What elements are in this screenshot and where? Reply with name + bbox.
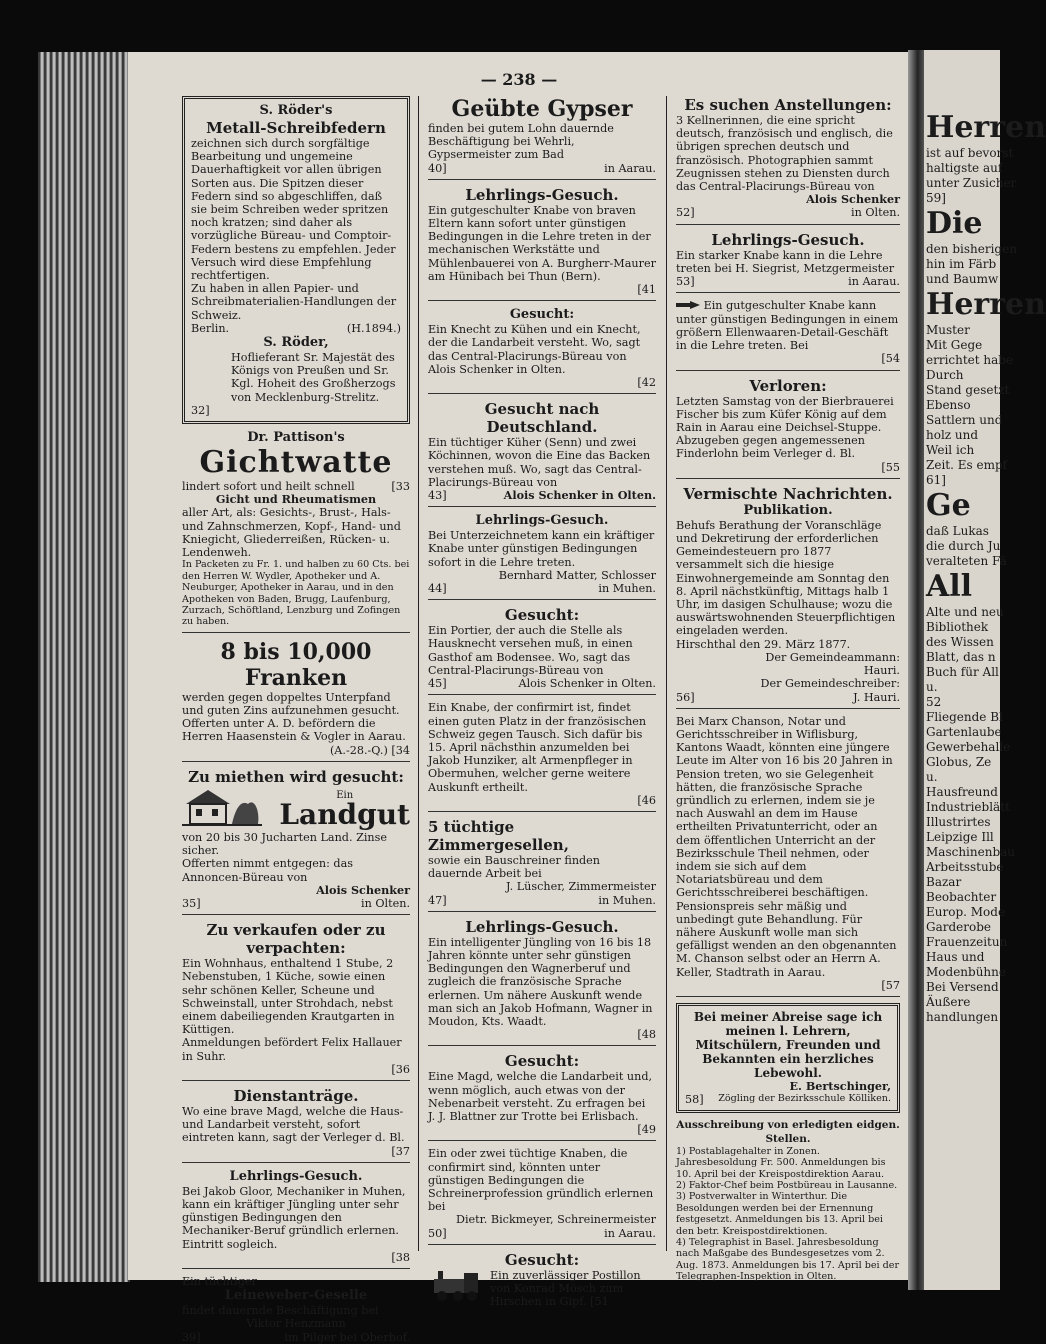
facing-page-line: 59] — [926, 191, 946, 205]
facing-page-line: haltigste auf — [926, 161, 1003, 175]
ad-signature: Hauri. — [863, 664, 900, 678]
ad-signature: J. Lüscher, Zimmermeister — [506, 880, 656, 894]
ad-ausschreibung — [676, 1119, 900, 1282]
facing-page-line: Alte und neu — [926, 605, 1004, 619]
ad-title: Geübte Gypser — [451, 96, 633, 122]
facing-page-line: Buch für All — [926, 665, 999, 679]
ad-magd — [428, 1052, 656, 1141]
facing-page-line: des Wissen — [926, 635, 994, 649]
facing-page-line: Beobachter — [926, 890, 997, 904]
facing-page-line: Muster — [926, 323, 970, 337]
ad-place: in Aarau. — [604, 1226, 656, 1240]
facing-page-line: Bibliothek — [926, 620, 989, 634]
ad-title: 8 bis 10,000 Franken — [220, 638, 372, 691]
ad-brand: Dr. Pattison's — [247, 430, 345, 446]
ad-text: Ein gutgeschulter Knabe kann unter günstigen Bedingungen in einem größern Ellenwaaren-Detail-Geschäft in die Lehre treten. Bei — [676, 299, 899, 353]
ad-text: Ein Knecht zu Kühen und ein Knecht, der die Landarbeit versteht. Wo, sagt das Central-Placirungs-Büreau von Alois Schenker in Olten. — [428, 323, 641, 376]
ad-number: [42 — [637, 376, 656, 390]
ad-signature: Bernhard Matter, Schlosser — [498, 568, 656, 582]
facing-page-line: Durch — [926, 368, 964, 382]
facing-page-line: All — [926, 569, 973, 604]
ad-lehrling-hofmann — [428, 918, 656, 1047]
facing-page-text — [924, 50, 1046, 1025]
ad-lehrling-siegrist — [676, 231, 900, 294]
facing-page-line: Maschinenbau — [926, 845, 1016, 859]
ad-text: In Packeten zu Fr. 1. und halben zu 60 Cts. bei den Herren W. Wydler, Apotheker und A. Neuburger, Apotheker in Aarau, und in den Apotheken von Baden, Brugg, Laufenburg, Zurzach, Schöftland, Lenzburg und Zofingen zu haben. — [182, 559, 410, 628]
ad-signature: Alois Schenker — [316, 882, 410, 897]
ad-title: Dienstanträge. — [233, 1086, 359, 1105]
ad-text: Eine Magd, welche die Landarbeit und, wenn möglich, auch etwas von der Nebenarbeit versteht. Zu erfragen bei J. J. Blattner zur Trotte bei Erlisbach. — [428, 1070, 653, 1123]
ad-text: Bei Unterzeichnetem kann ein kräftiger Knabe unter günstigen Bedingungen sofort in die Lehre treten. — [428, 529, 655, 569]
ad-text: Hoflieferant Sr. Majestät des Königs von Preußen und Sr. Kgl. Hoheit des Großherzogs von Mecklenburg-Strelitz. — [231, 351, 396, 404]
ad-text: Behufs Berathung der Voranschläge und Dekretirung der erforderlichen Gemeindesteuern pro 1877 versammelt sich die hiesige Einwohnergemeinde am Sonntag den 8. April nächstkünftig, Mittags halb 1 Uhr, im dasigen Schulhause; wozu die auswärtswohnenden Steuerpflichtigen eingeladen werden. — [676, 518, 896, 638]
ad-role: Zögling der Bezirksschule Kölliken. — [718, 1093, 891, 1105]
ad-place: in Aarau. — [604, 161, 656, 175]
pointing-hand-icon — [676, 300, 700, 313]
list-item: 3) Postverwalter in Winterthur. Die Besoldungen werden bei der Ernennung festgesetzt. Anmeldungen bis 13. April bei den betr. Kreispostdirektionen. — [676, 1191, 884, 1237]
ad-text: aller Art, als: Gesichts-, Brust-, Hals- und Zahnschmerzen, Kopf-, Hand- und Kniegicht, Gliederreißen, Rücken- u. Lendenweh. — [182, 506, 401, 560]
ad-title: Lehrlings-Gesuch. — [465, 917, 619, 936]
ad-signature: Alois Schenker in Olten. — [503, 488, 656, 503]
facing-page-line: Gartenlaube — [926, 725, 1002, 739]
ad-title: Es suchen Anstellungen: — [684, 96, 892, 114]
locomotive-icon — [428, 1269, 484, 1306]
ad-anstellung — [676, 96, 900, 225]
ad-landgut — [182, 768, 410, 915]
ad-deutschland — [428, 400, 656, 507]
facing-page-line: 52 — [926, 695, 942, 709]
facing-page-line: errichtet habe — [926, 353, 1014, 367]
ad-number: 53] — [676, 275, 695, 289]
facing-page-line: ist auf bevorst — [926, 146, 1014, 160]
section-title: Vermischte Nachrichten. — [683, 484, 893, 503]
ad-number: [33 — [391, 480, 410, 494]
ad-pattison — [182, 430, 410, 633]
facing-page-line: Äußere — [926, 995, 971, 1009]
ad-title: Ausschreibung von erledigten eidgen. Stellen. — [676, 1119, 900, 1145]
ad-knecht — [428, 307, 656, 394]
ad-product: Gichtwatte — [199, 445, 393, 481]
ad-number: 58] — [685, 1093, 704, 1107]
ad-number: [38 — [391, 1250, 410, 1264]
ad-title: Leineweber-Geselle — [224, 1288, 368, 1304]
ad-product: Metall-Schreibfedern — [206, 119, 386, 137]
ad-signature: S. Röder, — [263, 335, 329, 351]
ad-title: Gesucht nach Deutschland. — [484, 400, 600, 437]
facing-page-line: Frauenzeitun — [926, 935, 1008, 949]
facing-page-line: Weil ich — [926, 443, 975, 457]
ad-text: finden bei gutem Lohn dauernde Beschäftigung bei Wehrli, Gypsermeister zum Bad — [428, 122, 614, 162]
facing-page-line: den bisherigen — [926, 242, 1017, 256]
ad-schreiner — [428, 1147, 656, 1244]
column-rule — [666, 96, 667, 1251]
facing-page-line: Mit Gege — [926, 338, 983, 352]
ad-text: Offerten nimmt entgegen: das Annoncen-Büreau von — [182, 857, 354, 884]
ad-lehrling-gloor — [182, 1169, 410, 1269]
facing-page-line: 61] — [926, 473, 946, 487]
ad-code: (A.-28.-Q.) — [329, 743, 388, 757]
ad-text: Ein — [336, 789, 354, 801]
list-item: 2) Faktor-Chef beim Postbüreau in Lausanne. — [676, 1180, 898, 1191]
ad-code: (H.1894.) — [346, 321, 401, 335]
facing-page-line: Modenbühne — [926, 965, 1006, 979]
ad-signature: Alois Schenker — [806, 192, 900, 207]
ad-chanson — [676, 715, 900, 997]
ad-number: 35] — [182, 896, 201, 910]
facing-page-line: Herren — [926, 110, 1046, 145]
column-2 — [428, 96, 656, 1308]
ad-number: [37 — [391, 1144, 410, 1158]
ad-role: Der Gemeindeschreiber: — [760, 677, 900, 691]
list-item: 1) Postablagehalter in Zonen. Jahresbesoldung Fr. 500. Anmeldungen bis 10. April bei der Kreispostdirektion Aarau. — [676, 1145, 886, 1180]
ad-text: Bei Jakob Gloor, Mechaniker in Muhen, kann ein kräftiger Jüngling unter sehr günstigen Bedingungen den Mechaniker-Beruf gründlich erlernen. Eintritt sogleich. — [182, 1184, 406, 1251]
facing-page-line: holz und — [926, 428, 979, 442]
facing-page-line: unter Zusicher — [926, 176, 1017, 190]
ad-number: [46 — [637, 793, 656, 807]
ad-weber — [182, 1275, 410, 1344]
facing-page-line: veralteten Fä — [926, 554, 1007, 568]
facing-page-line: Garderobe — [926, 920, 992, 934]
facing-page-line: handlungen — [926, 1010, 999, 1024]
facing-page-line: Illustrirtes — [926, 815, 991, 829]
ad-title: Zu verkaufen oder zu verpachten: — [206, 921, 386, 958]
ad-place: im Pilger bei Oberhof. — [284, 1330, 410, 1344]
ad-signature: J. Hauri. — [853, 690, 900, 704]
ad-product: Landgut — [279, 797, 410, 831]
ad-text: sowie ein Bauschreiner finden dauernde Arbeit bei — [428, 853, 601, 881]
ad-title: Gesucht: — [504, 606, 580, 625]
facing-page-line: Industrieblätt — [926, 800, 1010, 814]
ad-gypser — [428, 96, 656, 180]
ad-city: Berlin. — [191, 321, 230, 335]
column-rule — [418, 96, 419, 1251]
ad-number: [48 — [637, 1028, 656, 1042]
ad-text: Zu haben in allen Papier- und Schreibmaterialien-Handlungen der Schweiz. — [191, 282, 397, 322]
ad-number: [51 — [590, 1295, 609, 1309]
facing-page-line: Sattlern und — [926, 413, 1003, 427]
book-page-edges — [38, 52, 130, 1282]
ad-portier — [428, 606, 656, 695]
facing-page-line: Arbeitsstube — [926, 860, 1004, 874]
ad-signature: Dietr. Bickmeyer, Schreinermeister — [455, 1213, 656, 1227]
column-3 — [676, 96, 900, 1283]
facing-page-line: Hausfreund — [926, 785, 998, 799]
facing-page-line: Ge — [926, 488, 971, 523]
facing-page-line: u. — [926, 680, 938, 694]
ad-text: Ein tüchtiger — [182, 1275, 257, 1289]
ad-text: 3 Kellnerinnen, die eine spricht deutsch, französisch und englisch, die übrigen sprechen deutsch und französisch. Photographien sammt Zeugnissen stehen zu Diensten durch das Central-Placirungs-Büreau von — [676, 114, 893, 194]
ad-subtitle: Gicht und Rheumatismen — [215, 492, 377, 507]
facing-page-line: Fliegende Bl — [926, 710, 1003, 724]
ad-signature: E. Bertschinger, — [789, 1078, 891, 1093]
ad-text: von 20 bis 30 Jucharten Land. Zinse sicher. — [182, 830, 387, 858]
facing-page-line: Globus, Ze — [926, 755, 992, 769]
newspaper-page — [128, 52, 910, 1344]
ad-text: Ein Portier, der auch die Stelle als Hausknecht versehen muß, in einen Gasthof am Bodensee. Wo, sagt das Central-Placirungs-Büreau von — [428, 624, 633, 677]
ad-title: Zu miethen wird gesucht: — [188, 767, 404, 786]
ad-text: Ein Wohnhaus, enthaltend 1 Stube, 2 Nebenstuben, 1 Küche, sowie einen sehr schönen Keller, Scheune und Schweinstall, unter Strohdach, nebst einem dabeiliegenden Krautgarten in Küttigen. — [182, 957, 395, 1037]
book-binding — [908, 50, 924, 1290]
ad-number: 56] — [676, 690, 695, 704]
column-1 — [182, 96, 410, 1344]
ad-place: in Olten. — [361, 896, 410, 910]
ad-title: Lehrlings-Gesuch. — [465, 185, 619, 204]
ad-text: Bei Marx Chanson, Notar und Gerichtsschreiber in Wiflisburg, Kantons Waadt, könnten eine jüngere Leute im Alter von 16 bis 20 Jahren in Pension treten, wo sie Gelegenheit hätten, die französische Sprache gründlich zu erlernen, indem sie je nach Auswahl an dem im Hause ertheilten Privatunterricht, oder an dem öffentlichen Unterricht an der Bezirksschule Theil nehmen, oder indem sie sich auf dem Notariatsbüreau und dem Gerichtsschreiberei beschäftigen. Pensionspreis sehr mäßig und unbedingt gute Behandlung. Für nähere Auskunft wolle man sich gefälligst wenden an den obgenannten M. Chanson selbst oder an Herrn A. Keller, Stadtrath in Aarau. — [676, 714, 897, 979]
ad-number: [36 — [391, 1062, 410, 1076]
facing-page-line: Bei Versend — [926, 980, 999, 994]
ad-text: zeichnen sich durch sorgfältige Bearbeitung und ungemeine Dauerhaftigkeit vor allen übrigen Sorten aus. Die Spitzen dieser Federn sind so abgeschliffen, daß sie beim Schreiben weder spritzen noch kratzen; sind daher als vorzügliche Büreau- und Comptoir-Federn bestens zu empfehlen. Jeder Versuch wird diese Empfehlung rechtfertigen. — [191, 137, 396, 283]
ad-text: Ein zuverlässiger Postillon von Konrad Mösch zum Hirschen in Gipf. — [490, 1268, 641, 1309]
ad-signature: Alois Schenker in Olten. — [518, 677, 656, 691]
ad-title: Lehrlings-Gesuch. — [229, 1168, 363, 1184]
ad-title: Gesucht: — [509, 307, 575, 323]
ad-place: in Aarau. — [848, 275, 900, 289]
facing-page-line: Europ. Mode — [926, 905, 1006, 919]
ad-roeder — [182, 96, 410, 424]
facing-page-line: Zeit. Es empf — [926, 458, 1008, 472]
facing-page-line: Leipzige Ill — [926, 830, 994, 844]
facing-page-line: Stand gesetzt — [926, 383, 1010, 397]
ad-number: 44] — [428, 582, 447, 596]
facing-page-fragment — [924, 50, 1046, 1290]
ad-text: Wo eine brave Magd, welche die Haus- und Landarbeit versteht, sofort eintreten kann, sagt der Verleger d. Bl. — [182, 1104, 405, 1145]
ad-brand: S. Röder's — [259, 103, 333, 118]
facing-page-line: und Baumw — [926, 272, 999, 286]
facing-page-line: Ebenso — [926, 398, 971, 412]
ad-place: in Muhen. — [598, 582, 656, 596]
ad-number: 45] — [428, 677, 447, 691]
ad-text: findet dauernde Beschäftigung bei — [182, 1304, 379, 1318]
ad-place: in Muhen. — [598, 893, 656, 907]
ad-number: 47] — [428, 893, 447, 907]
ad-lehrling-matter — [428, 513, 656, 600]
facing-page-line: Blatt, das n — [926, 650, 996, 664]
ad-text: Ein oder zwei tüchtige Knaben, die confirmirt sind, könnten unter günstigen Bedingungen die Schreinerprofession gründlich erlernen bei — [428, 1147, 654, 1214]
facing-page-line: Herren — [926, 287, 1046, 322]
facing-page-line: Bazar — [926, 875, 962, 889]
ad-text: Letzten Samstag von der Bierbrauerei Fischer bis zum Küfer König auf dem Rain in Aarau eine Deichsel-Stuppe. Abzugeben gegen angemessenen Finderlohn beim Verleger d. Bl. — [676, 394, 894, 461]
ad-text: Ein gutgeschulter Knabe von braven Eltern kann sofort unter günstigen Bedingungen in die Lehre treten in der mechanischen Werkstätte und Mühlenbauerei von A. Burgherr-Maurer am Hünibach bei Thun (Bern). — [428, 203, 656, 283]
ad-number: [55 — [881, 460, 900, 474]
ad-vermischte — [676, 485, 900, 709]
ad-text: werden gegen doppeltes Unterpfand und guten Zins aufzunehmen gesucht. Offerten unter A. D. befördern die Herren Haasenstein & Vogler in Aarau. — [182, 690, 406, 744]
ad-abreise — [676, 1003, 900, 1113]
facing-page-line: Die — [926, 206, 983, 241]
ad-place: in Olten. — [851, 206, 900, 220]
ad-zimmer — [428, 818, 656, 912]
ad-text: Ein intelligenter Jüngling von 16 bis 18 Jahren könnte unter sehr günstigen Bedingungen den Wagnerberuf und zugleich die französische Sprache erlernen. Um nähere Auskunft wende man sich an Jakob Hofmann, Wagner in Moudon, Kts. Waadt. — [428, 935, 653, 1028]
ad-knabe — [428, 701, 656, 812]
facing-page-line: u. — [926, 770, 938, 784]
ad-number: [34 — [391, 743, 410, 757]
ad-title: Publikation. — [743, 502, 833, 518]
ad-title: Verloren: — [749, 376, 827, 395]
ad-number: 52] — [676, 206, 695, 220]
ad-signature: Viktor Henzmann — [246, 1317, 346, 1331]
ad-title: 5 tüchtige Zimmergesellen, — [428, 817, 569, 854]
ad-verkaufen — [182, 921, 410, 1081]
ad-number: 39] — [182, 1330, 201, 1344]
ad-title: Gesucht: — [504, 1250, 580, 1269]
ad-number: 32] — [191, 403, 210, 417]
ad-number: 50] — [428, 1226, 447, 1240]
facing-page-line: hin im Färb — [926, 257, 997, 271]
ad-text: Ein tüchtiger Küher (Senn) und zwei Köchinnen, wovon die Eine das Backen verstehen muß. Wo, sagt das Central-Placirungs-Büreau von — [428, 436, 651, 489]
ad-date: Hirschthal den 29. März 1877. — [676, 637, 851, 651]
ad-title: Lehrlings-Gesuch. — [475, 513, 609, 529]
ad-ellen — [676, 299, 900, 370]
ad-postillon — [428, 1251, 656, 1309]
ad-role: Der Gemeindeammann: — [765, 650, 900, 664]
ad-lehrling-burgherr — [428, 186, 656, 301]
ad-text: Ein starker Knabe kann in die Lehre treten bei H. Siegrist, Metzgermeister — [676, 248, 895, 275]
facing-page-line: Haus und — [926, 950, 985, 964]
facing-page-line: die durch Ju — [926, 539, 1001, 553]
ad-text: Bei meiner Abreise sage ich meinen l. Lehrern, Mitschülern, Freunden und Bekannten ein herzliches Lebewohl. — [693, 1009, 883, 1080]
ad-number: [57 — [881, 978, 900, 992]
ad-text: Ein Knabe, der confirmirt ist, findet einen guten Platz in der französischen Schweiz gegen Tausch. Sich dafür bis 15. April nächsthin anzumelden bei Jakob Hunziker, alt Armenpfleger in Obermuhen, welcher gerne weitere Auskunft ertheilt. — [428, 701, 647, 794]
ad-title: Gesucht: — [504, 1052, 580, 1071]
ad-verloren — [676, 377, 900, 479]
ad-text: Anmeldungen befördert Felix Hallauer in Suhr. — [182, 1036, 402, 1063]
ad-franken — [182, 639, 410, 762]
ad-number: 40] — [428, 161, 447, 175]
ad-text: lindert sofort und heilt schnell — [182, 480, 355, 494]
ad-dienst — [182, 1087, 410, 1163]
ad-number: 43] — [428, 489, 447, 503]
house-icon — [182, 786, 262, 831]
ad-number: [49 — [637, 1123, 656, 1137]
list-item: 4) Telegraphist in Basel. Jahresbesoldung nach Maßgabe des Bundesgesetzes vom 2. Aug. 1873. Anmeldungen bis 17. April bei der Telegraphen-Inspektion in Olten. — [676, 1237, 900, 1283]
facing-page-line: Gewerbehalle — [926, 740, 1011, 754]
page-number: — 238 — — [480, 70, 558, 89]
facing-page-line: daß Lukas — [926, 524, 989, 538]
ad-number: [54 — [881, 352, 900, 366]
ad-title: Lehrlings-Gesuch. — [711, 230, 865, 249]
ad-number: [41 — [637, 283, 656, 297]
